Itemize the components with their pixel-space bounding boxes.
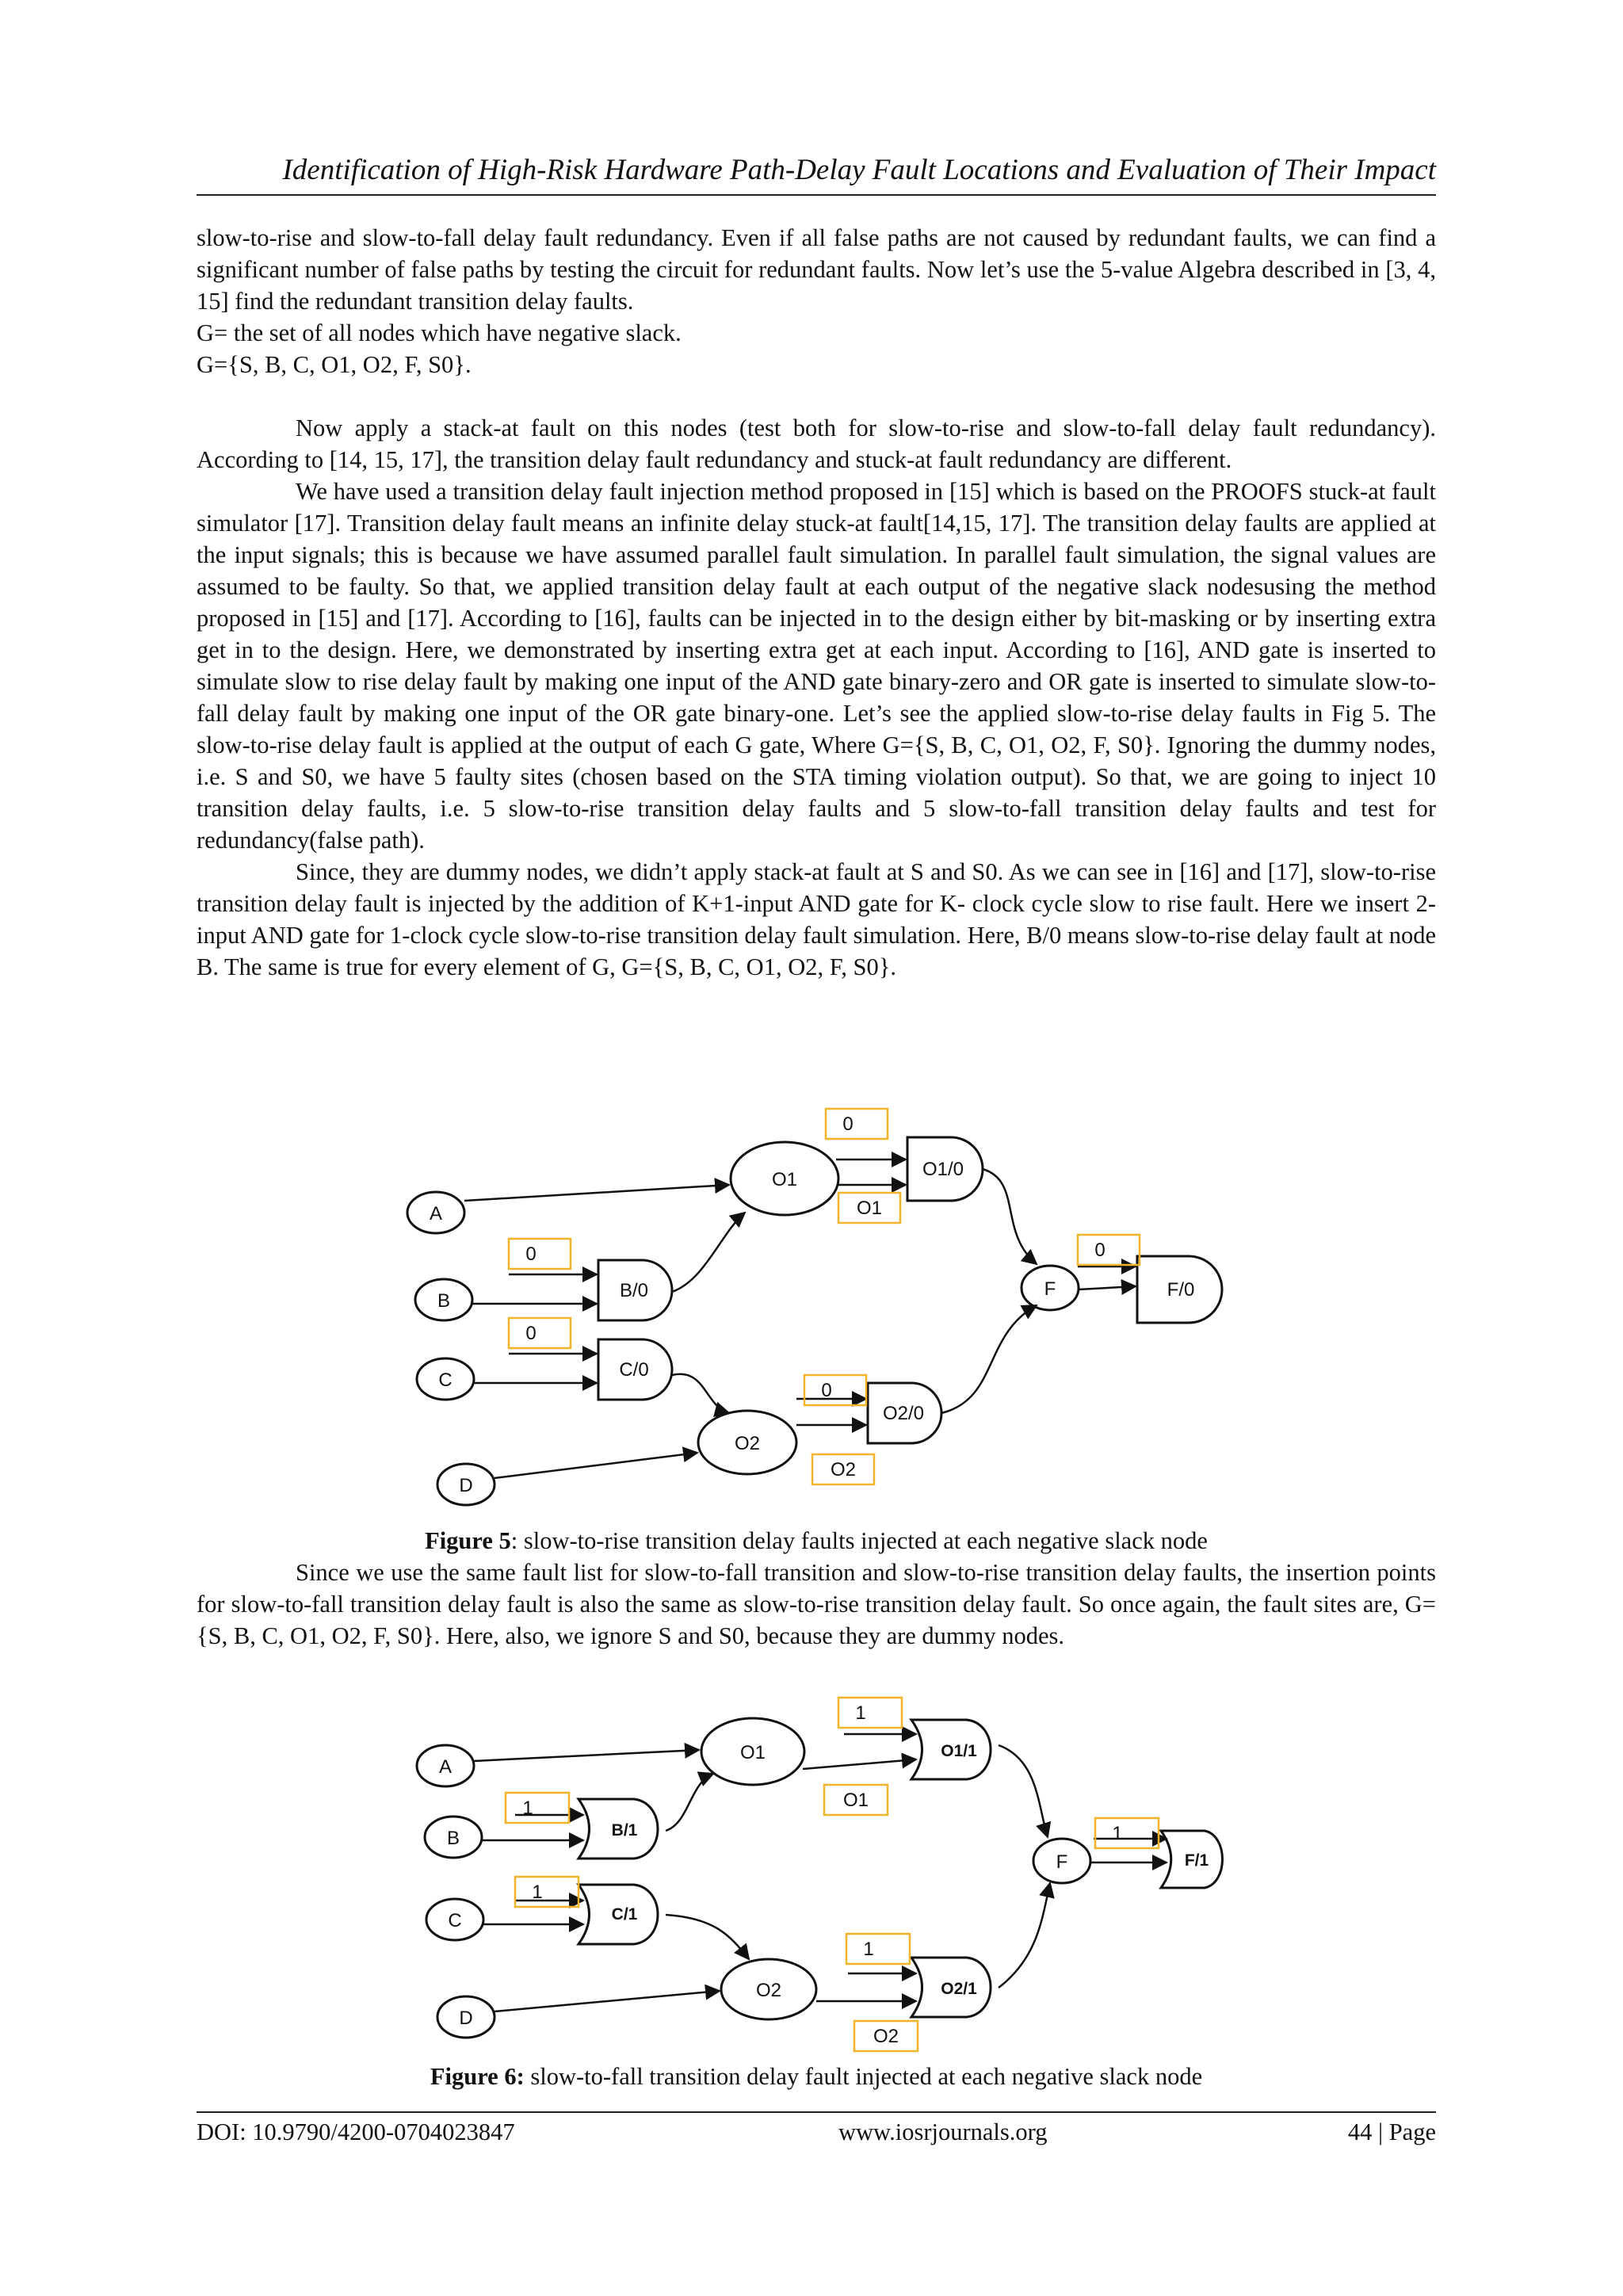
body-text-mid [197, 1557, 1436, 1652]
fault-value-box [509, 1318, 571, 1348]
input-label: B [437, 1290, 451, 1312]
paragraph: G= the set of all nodes which have negative slack. [197, 319, 682, 346]
footer-site: www.iosrjournals.org [838, 2118, 1048, 2145]
paragraph: G={S, B, C, O1, O2, F, S0}. [197, 351, 472, 378]
node-label: O1 [739, 1742, 766, 1763]
node-label: F [1056, 1851, 1068, 1873]
figure-6-caption [197, 2061, 1436, 2092]
box-label: 0 [525, 1244, 537, 1265]
footer-page-number: 44 | Page [1347, 2118, 1436, 2145]
fault-value-box [826, 1109, 888, 1139]
fault-value-box [1078, 1235, 1140, 1265]
box-label: 1 [532, 1881, 543, 1903]
caption-label: Figure 6: [430, 2063, 525, 2090]
gate-label: O1/1 [941, 1742, 977, 1760]
node-label: F [1044, 1278, 1056, 1300]
node-label: O1 [771, 1169, 798, 1190]
paragraph: Since, they are dummy nodes, we didn’t apply stack-at fault at S and S0. As we can see in [16] and [17], slow-to-rise transition delay fault is injected by the addition of K+1-input AND gate for K- clock cycle slow to rise fault. Here we insert 2-input AND gate for 1-clock cycle slow-to-rise transition delay fault simulation. Here, B/0 means slow-to-rise delay fault at node B. The same is true for every element of G, G={S, B, C, O1, O2, F, S0}. [197, 858, 1436, 980]
fault-value-box [838, 1698, 902, 1728]
page-footer [197, 2116, 1436, 2148]
fault-value-box [1095, 1818, 1159, 1848]
box-label: O2 [830, 1459, 857, 1480]
gate-label: O1/0 [922, 1159, 964, 1180]
gate-label: O2/1 [941, 1980, 977, 1998]
box-label: O2 [873, 2026, 899, 2047]
body-text-top [197, 222, 1436, 983]
figure-6-diagram [404, 1696, 1260, 2061]
box-label: 0 [821, 1380, 832, 1401]
gate-label: F/0 [1167, 1279, 1195, 1301]
input-label: B [446, 1828, 460, 1849]
gate-label: F/1 [1184, 1851, 1209, 1870]
header-rule [197, 194, 1436, 196]
gate-label: B/0 [619, 1280, 649, 1301]
figure-5-diagram [396, 1106, 1284, 1518]
input-label: D [459, 2008, 473, 2029]
gate-label: O2/0 [882, 1403, 925, 1424]
fault-value-box [509, 1239, 571, 1269]
gate-label: B/1 [611, 1821, 638, 1839]
box-label: O1 [856, 1198, 883, 1219]
running-header: Identification of High-Risk Hardware Path-Delay Fault Locations and Evaluation of Their Impact [282, 154, 1436, 186]
input-label: A [438, 1756, 453, 1778]
input-label: C [448, 1910, 462, 1931]
box-label: 0 [842, 1114, 854, 1135]
box-label: 1 [522, 1797, 533, 1819]
input-label: C [438, 1370, 453, 1391]
fault-value-box [846, 1934, 910, 1964]
caption-label: Figure 5 [425, 1527, 511, 1554]
paragraph: Now apply a stack-at fault on this nodes (test both for slow-to-rise and slow-to-fall delay fault redundancy). According to [14, 15, 17], the transition delay fault redundancy and stuck-at fault redundancy are different. [197, 415, 1436, 473]
box-label: 0 [1094, 1240, 1106, 1261]
box-label: O1 [842, 1790, 869, 1811]
fault-value-box [804, 1375, 866, 1405]
box-label: 1 [855, 1702, 866, 1724]
fault-value-box [515, 1877, 579, 1907]
input-label: D [459, 1475, 473, 1496]
box-label: 1 [1112, 1823, 1123, 1844]
paragraph: Since we use the same fault list for slow-to-fall transition and slow-to-rise transition delay faults, the insertion points for slow-to-fall transition delay fault is also the same as slow-to-rise transition delay fault. So once again, the fault sites are, G={S, B, C, O1, O2, F, S0}. Here, also, we ignore S and S0, because they are dummy nodes. [197, 1559, 1436, 1649]
box-label: 0 [525, 1323, 537, 1344]
input-label: A [429, 1203, 443, 1224]
figure-5-caption [197, 1525, 1436, 1557]
footer-rule [197, 2111, 1436, 2113]
node-label: O2 [755, 1980, 782, 2001]
gate-label: C/1 [611, 1905, 638, 1924]
footer-doi: DOI: 10.9790/4200-0704023847 [197, 2118, 515, 2145]
node-label: O2 [734, 1433, 761, 1454]
gate-label: C/0 [619, 1359, 649, 1381]
box-label: 1 [863, 1939, 874, 1960]
paragraph: We have used a transition delay fault injection method proposed in [15] which is based on the PROOFS stuck-at fault simulator [17]. Transition delay fault means an infinite delay stuck-at fault[14,15, 17]. The transition delay faults are applied at the input signals; this is because we have assumed parallel fault simulation. In parallel fault simulation, the signal values are assumed to be faulty. So that, we applied transition delay fault at each output of the negative slack nodesusing the method proposed in [15] and [17]. According to [16], faults can be injected in to the design either by bit-masking or by inserting extra get in to the design. Here, we demonstrated by inserting extra get at each input. According to [16], AND gate is inserted to simulate slow to rise delay fault by making one input of the AND gate binary-zero and OR gate is inserted to simulate slow-to-fall delay fault by making one input of the OR gate binary-one. Let’s see the applied slow-to-rise delay faults in Fig 5. The slow-to-rise delay fault is applied at the output of each G gate, Where G={S, B, C, O1, O2, F, S0}. Ignoring the dummy nodes, i.e. S and S0, we have 5 faulty sites (chosen based on the STA timing violation output). So that, we are going to inject 10 transition delay faults, i.e. 5 slow-to-rise transition delay faults and 5 slow-to-fall transition delay faults and test for redundancy(false path). [197, 478, 1436, 854]
caption-text: : slow-to-rise transition delay faults injected at each negative slack node [510, 1527, 1208, 1554]
fault-value-box [506, 1793, 569, 1823]
paragraph: slow-to-rise and slow-to-fall delay fault redundancy. Even if all false paths are not caused by redundant faults, we can find a significant number of false paths by testing the circuit for redundant faults. Now let’s use the 5-value Algebra described in [3, 4, 15] find the redundant transition delay faults. [197, 224, 1436, 315]
caption-text: slow-to-fall transition delay fault injected at each negative slack node [524, 2063, 1203, 2090]
